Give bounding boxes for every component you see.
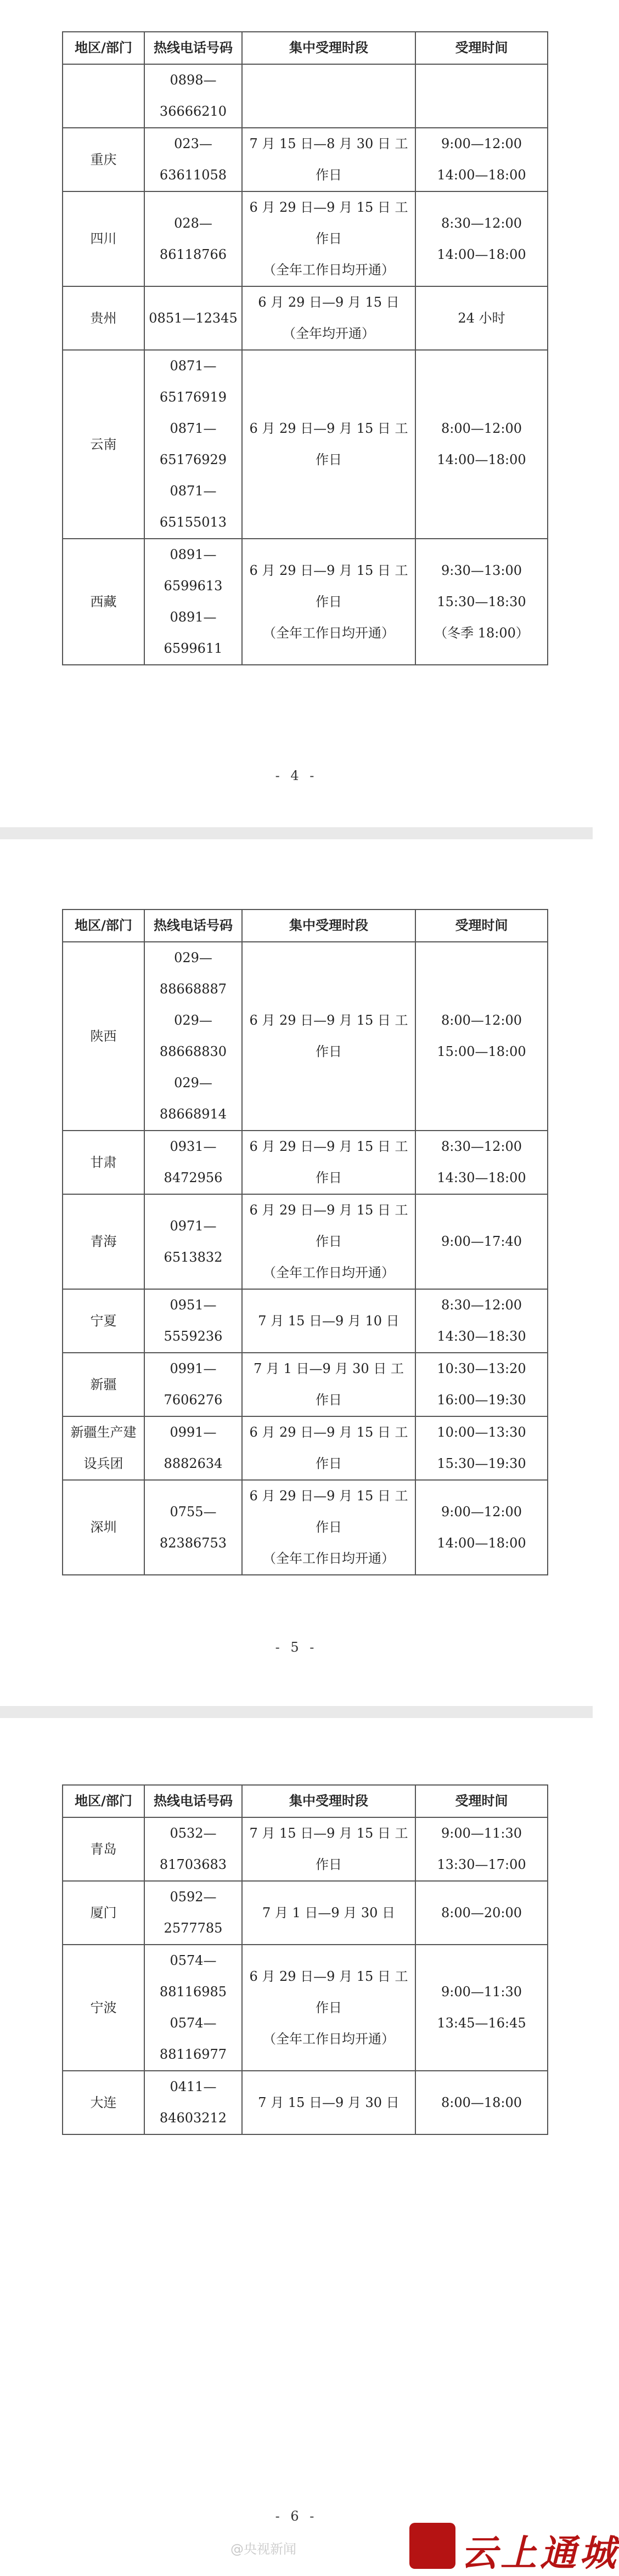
cell-line: 88668830 [159,1044,227,1059]
cell-line: 6 月 29 日—9 月 15 日 工 [249,1425,408,1440]
hours-cell [415,539,548,665]
cell-line: 9:00—17:40 [441,1234,522,1249]
cell-line: 6513832 [164,1249,223,1265]
cell-line: （全年工作日均开通） [263,262,395,278]
cell-line: 14:30—18:00 [437,1170,526,1185]
period-cell [242,1353,415,1416]
cell-line: 029— [174,1013,212,1028]
cell-line: 8882634 [164,1456,223,1471]
region-cell: 青岛 [63,1817,144,1881]
region-cell [63,64,144,128]
column-header: 地区/部门 [63,909,144,942]
phone-cell [144,191,242,286]
cell-line: 9:00—11:30 [441,1826,522,1841]
table-row [63,1416,548,1480]
table-row [63,191,548,286]
cell-line: 7606276 [164,1392,223,1408]
column-header: 受理时间 [415,909,548,942]
hours-cell [415,1945,548,2071]
phone-cell [144,1416,242,1480]
table-row [63,286,548,350]
table-row [63,2071,548,2134]
cell-line: 14:30—18:30 [437,1329,526,1344]
period-cell [242,1289,415,1353]
cell-line: 13:45—16:45 [437,2015,526,2031]
cell-line: 7 月 15 日—8 月 30 日 工 [249,136,408,151]
table-row [63,1881,548,1945]
period-cell [242,942,415,1131]
cell-line: （冬季 18:00） [434,625,529,641]
cell-line: （全年均开通） [283,326,375,341]
column-header: 集中受理时段 [242,32,415,64]
hours-cell [415,1416,548,1480]
column-header: 热线电话号码 [144,909,242,942]
hotline-table-page-6 [62,1784,548,2135]
hours-cell [415,1131,548,1194]
cell-line: （全年工作日均开通） [263,1551,395,1566]
cell-line: 6 月 29 日—9 月 15 日 工 [249,562,408,578]
region-cell [63,1416,144,1480]
table-row [63,1353,548,1416]
cell-line: 6 月 29 日—9 月 15 日 工 [249,421,408,436]
column-header: 受理时间 [415,1785,548,1817]
cell-line: 新疆生产建 [70,1425,137,1440]
cell-line: 13:30—17:00 [437,1857,526,1872]
period-cell [242,2071,415,2134]
yunshang-tongcheng-logo [409,2519,619,2574]
column-header: 地区/部门 [63,1785,144,1817]
hotline-table-page-5 [62,909,548,1575]
period-cell [242,1881,415,1945]
cell-line: 0574— [170,2015,217,2031]
period-cell [242,286,415,350]
cell-line: 6 月 29 日—9 月 15 日 工 [249,1202,408,1218]
cell-line: 14:00—18:00 [437,1535,526,1551]
cell-line: 029— [174,950,212,965]
cell-line: 14:00—18:00 [437,246,526,262]
cell-line: 10:30—13:20 [437,1361,526,1376]
period-cell [242,1817,415,1881]
column-header: 集中受理时段 [242,909,415,942]
region-cell: 宁波 [63,1945,144,2071]
cell-line: 65176929 [159,452,227,467]
cell-line: 设兵团 [83,1456,123,1471]
cell-line: 84603212 [159,2110,227,2126]
cell-line: 8:00—18:00 [441,2094,522,2110]
logo-text: 云上通城 [461,2532,619,2574]
cell-line: 7 月 15 日—9 月 15 日 工 [249,1826,408,1841]
cell-line: 65176919 [159,389,227,405]
table-row [63,942,548,1131]
cell-line: 0898— [170,72,217,88]
period-cell [242,64,415,128]
cell-line: 0411— [170,2079,217,2094]
region-cell: 宁夏 [63,1289,144,1353]
region-cell: 深圳 [63,1480,144,1575]
cell-line: 作日 [316,1170,342,1185]
hours-cell [415,1480,548,1575]
table-row [63,1289,548,1353]
cell-line: 10:00—13:30 [437,1425,526,1440]
phone-cell [144,1480,242,1575]
page-number-4: - 4 - [275,768,318,783]
column-header: 热线电话号码 [144,1785,242,1817]
cell-line: 作日 [316,167,342,183]
column-header: 集中受理时段 [242,1785,415,1817]
cell-line: 0871— [170,358,217,374]
hours-cell [415,942,548,1131]
cell-line: 8472956 [164,1170,223,1185]
cell-line: 65155013 [159,515,227,530]
table-row [63,1131,548,1194]
cell-line: （全年工作日均开通） [263,1265,395,1280]
hours-cell [415,128,548,191]
column-header: 受理时间 [415,32,548,64]
cell-line: 8:00—12:00 [441,1013,522,1028]
cell-line: 6 月 29 日—9 月 15 日 工 [249,1968,408,1984]
cell-line: 6 月 29 日—9 月 15 日 工 [249,1488,408,1504]
period-cell [242,350,415,539]
region-cell: 重庆 [63,128,144,191]
cell-line: 15:30—18:30 [437,594,526,609]
cell-line: 028— [174,215,212,231]
table-row [63,64,548,128]
phone-cell [144,1353,242,1416]
region-cell: 大连 [63,2071,144,2134]
cell-line: 0532— [170,1826,217,1841]
table-row [63,1817,548,1881]
header-row [63,32,548,64]
cell-line: 86118766 [159,246,227,262]
cell-line: 82386753 [159,1535,227,1551]
cell-line: 作日 [316,1999,342,2015]
phone-cell [144,1817,242,1881]
period-cell [242,1945,415,2071]
cell-line: 8:30—12:00 [441,1297,522,1313]
cell-line: 7 月 15 日—9 月 30 日 [258,2094,399,2110]
hours-cell [415,1817,548,1881]
table-row [63,1194,548,1289]
cell-line: 24 小时 [458,310,505,326]
cell-line: 作日 [316,452,342,467]
cell-line: 0971— [170,1218,217,1234]
region-cell: 西藏 [63,539,144,665]
cell-line: 作日 [316,594,342,609]
period-cell [242,1194,415,1289]
cell-line: 36666210 [159,104,227,119]
cell-line: 15:30—19:30 [437,1456,526,1471]
region-cell: 贵州 [63,286,144,350]
phone-cell [144,1194,242,1289]
weibo-watermark: @央视新闻 [230,2541,296,2557]
phone-cell [144,286,242,350]
cell-line: 023— [174,136,212,151]
cell-line: 88668887 [159,981,227,997]
region-cell: 青海 [63,1194,144,1289]
cell-line: 9:30—13:00 [441,562,522,578]
period-cell [242,128,415,191]
column-header: 热线电话号码 [144,32,242,64]
cell-line: 16:00—19:30 [437,1392,526,1408]
table-row [63,539,548,665]
cell-line: （全年工作日均开通） [263,2031,395,2047]
hours-cell [415,1194,548,1289]
cell-line: 2577785 [164,1920,223,1936]
cell-line: 8:30—12:00 [441,215,522,231]
cell-line: 6 月 29 日—9 月 15 日 工 [249,1139,408,1154]
cell-line: 6 月 29 日—9 月 15 日 工 [249,1013,408,1028]
cell-line: 作日 [316,231,342,246]
cell-line: 0592— [170,1889,217,1905]
hours-cell [415,1353,548,1416]
cell-line: 作日 [316,1519,342,1535]
period-cell [242,539,415,665]
cell-line: 8:30—12:00 [441,1139,522,1154]
region-cell: 四川 [63,191,144,286]
phone-cell [144,128,242,191]
cell-line: 作日 [316,1044,342,1059]
cell-line: 8:00—12:00 [441,421,522,436]
cell-line: 7 月 1 日—9 月 30 日 工 [254,1361,404,1376]
phone-cell [144,1289,242,1353]
cell-line: 029— [174,1075,212,1091]
cell-line: 0755— [170,1504,217,1519]
cell-line: 6599613 [164,578,223,594]
phone-cell [144,1945,242,2071]
cell-line: 88116985 [159,1984,227,1999]
page-number-6: - 6 - [275,2509,318,2524]
cell-line: 作日 [316,1234,342,1249]
table-row [63,1480,548,1575]
cell-line: 14:00—18:00 [437,167,526,183]
hours-cell [415,2071,548,2134]
cell-line: 0951— [170,1297,217,1313]
phone-cell [144,942,242,1131]
table-row [63,350,548,539]
cell-line: 0931— [170,1139,217,1154]
page-gap-2 [0,1706,593,1718]
region-cell: 厦门 [63,1881,144,1945]
cell-line: 8:00—20:00 [441,1905,522,1920]
cell-line: 9:00—11:30 [441,1984,522,1999]
hours-cell [415,191,548,286]
region-cell: 新疆 [63,1353,144,1416]
cell-line: 0574— [170,1953,217,1968]
cell-line: 6599611 [164,641,223,656]
cell-line: 88116977 [159,2047,227,2062]
hours-cell [415,350,548,539]
hours-cell [415,64,548,128]
cell-line: 0871— [170,483,217,499]
cell-line: 81703683 [159,1857,227,1872]
cell-line: 15:00—18:00 [437,1044,526,1059]
period-cell [242,191,415,286]
cell-line: 0891— [170,609,217,625]
cell-line: （全年工作日均开通） [263,625,395,641]
region-cell: 陕西 [63,942,144,1131]
page-gap-1 [0,827,593,839]
phone-cell [144,1131,242,1194]
cell-line: 0991— [170,1361,217,1376]
phone-cell [144,64,242,128]
hours-cell [415,1881,548,1945]
phone-cell [144,350,242,539]
hotline-table-page-4 [62,31,548,665]
hours-cell [415,1289,548,1353]
cell-line: 7 月 1 日—9 月 30 日 [262,1905,396,1920]
cell-line: 7 月 15 日—9 月 10 日 [258,1313,399,1329]
table-row [63,128,548,191]
cell-line: 6 月 29 日—9 月 15 日 [258,295,399,310]
cell-line: 5559236 [164,1329,223,1344]
cell-line: 作日 [316,1392,342,1408]
cell-line: 6 月 29 日—9 月 15 日 工 [249,200,408,215]
cell-line: 0851—12345 [149,310,238,326]
period-cell [242,1480,415,1575]
cell-line: 0991— [170,1425,217,1440]
period-cell [242,1131,415,1194]
seal-icon [409,2523,455,2569]
phone-cell [144,539,242,665]
period-cell [242,1416,415,1480]
cell-line: 作日 [316,1857,342,1872]
region-cell: 甘肃 [63,1131,144,1194]
cell-line: 88668914 [159,1106,227,1122]
page-number-5: - 5 - [275,1640,318,1655]
phone-cell [144,1881,242,1945]
phone-cell [144,2071,242,2134]
table-row [63,1945,548,2071]
header-row [63,1785,548,1817]
cell-line: 63611058 [159,167,227,183]
column-header: 地区/部门 [63,32,144,64]
cell-line: 9:00—12:00 [441,136,522,151]
cell-line: 0891— [170,547,217,562]
cell-line: 0871— [170,421,217,436]
hours-cell [415,286,548,350]
header-row [63,909,548,942]
cell-line: 14:00—18:00 [437,452,526,467]
cell-line: 作日 [316,1456,342,1471]
region-cell: 云南 [63,350,144,539]
cell-line: 9:00—12:00 [441,1504,522,1519]
